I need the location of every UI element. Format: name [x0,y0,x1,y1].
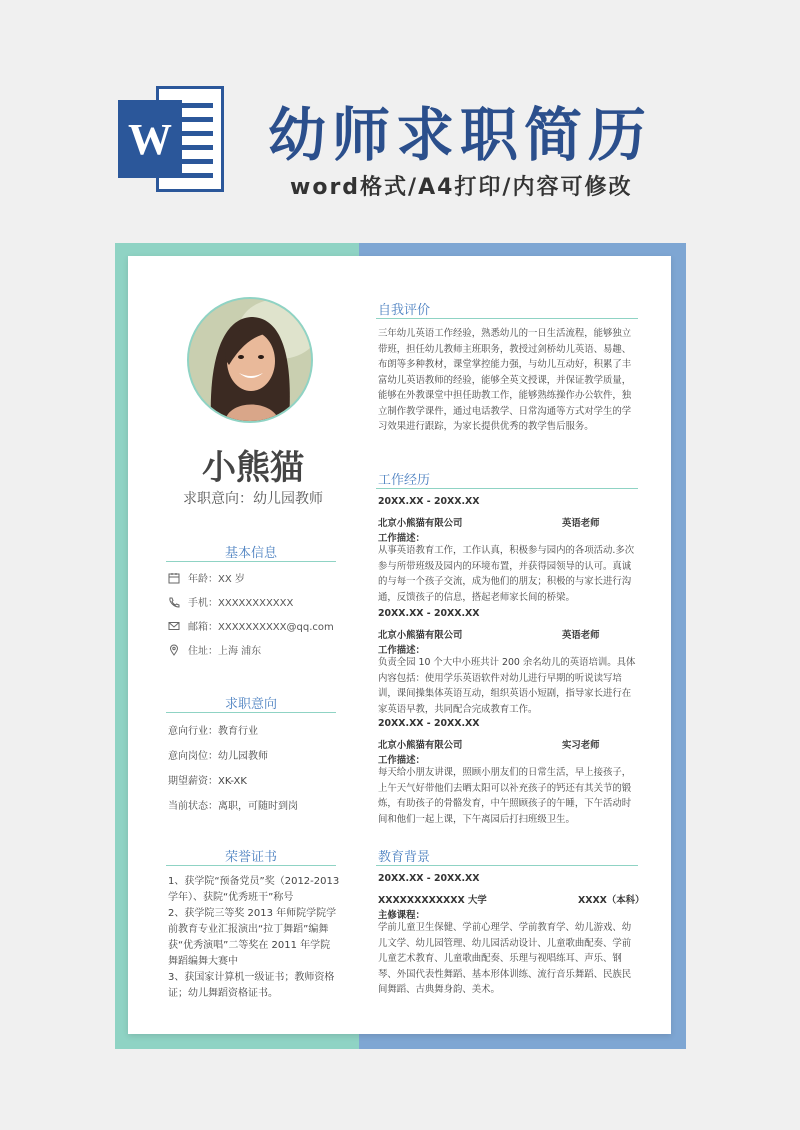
job-intent-title: 求职意向 [224,697,277,712]
word-icon [118,86,224,192]
job-2-role: 英语老师 [562,630,600,641]
job-3-role: 实习老师 [562,740,600,751]
job-1-period: 20XX.XX - 20XX.XX [378,496,480,507]
location-icon [168,644,180,656]
job-3-company: 北京小熊猫有限公司 [378,740,463,751]
info-email-text: 邮箱：XXXXXXXXXX@qq.com [188,622,334,633]
phone-icon [168,596,180,608]
honors-title: 荣誉证书 [224,850,277,865]
job-intent-divider [166,712,336,713]
education-title: 教育背景 [378,850,431,865]
calendar-icon [168,572,180,584]
honors-text: 1、获学院“预备党员”奖（2012-2013学年）、获院“优秀班干”称号 2、获学院三等奖 2013 年师院学院学前教育专业汇报演出“拉丁舞蹈”编舞获“优秀演唱”二等奖在 2011 年学院舞蹈编舞大赛中 3、获国家计算机一级证书；教师资格证；幼儿舞蹈资格证书。 [168,876,340,999]
self-eval-divider [376,318,638,319]
candidate-name: 小熊猫 [202,448,304,488]
job-1-desc: 从事英语教育工作，工作认真，积极参与园内的各项活动.多次参与所带班级及园内的环境布置，并获得园领导的认可。真诚的与每一个孩子交流，成为他们的朋友；积极的与家长进行沟通，反馈孩子的信息，搭起老师家长间的桥梁。 [378,545,635,603]
basic-info-title: 基本信息 [224,546,277,561]
info-row-age [168,570,245,585]
job-3-desc-label: 工作描述： [378,755,425,766]
edu-degree: XXXX（本科） [578,895,645,906]
edu-course-label: 主修课程： [378,910,425,921]
edu-period: 20XX.XX - 20XX.XX [378,873,480,884]
info-row-email [168,618,334,633]
intent-industry: 意向行业：教育行业 [168,726,258,737]
info-address-text: 住址：上海 浦东 [188,646,262,657]
job-1-role: 英语老师 [562,518,600,529]
job-3-desc: 每天给小朋友讲课，照顾小朋友们的日常生活，早上接孩子，上午天气好带他们去晒太阳可以补充孩子的钙还有其关节的锻炼，有助孩子的骨骼发育，中午照顾孩子的午睡，下午活动时间和他们一起上课，下午离园后打扫班级卫生。 [378,767,632,825]
job-2-desc-label: 工作描述： [378,645,425,656]
intent-salary: 期望薪资：XK-XK [168,776,247,787]
honors-divider [166,865,336,866]
self-eval-title: 自我评价 [378,303,431,318]
info-phone-text: 手机：XXXXXXXXXXX [188,598,294,609]
info-row-phone [168,594,293,609]
job-2-desc: 负责全园 10 个大中小班共计 200 余名幼儿的英语培训。具体内容包括：使用学乐英语软件对幼儿进行早期的听说读写培训，课间操集体英语互动，组织英语小短剧，指导家长进行在家英语早教，共同配合完成教育工作。 [378,657,636,715]
job-3-period: 20XX.XX - 20XX.XX [378,718,480,729]
word-letter: W [118,100,182,178]
job-1-company: 北京小熊猫有限公司 [378,518,463,529]
job-2-period: 20XX.XX - 20XX.XX [378,608,480,619]
self-eval-text: 三年幼儿英语工作经验，熟悉幼儿的一日生活流程，能够独立带班，担任幼儿教师主班职务，教授过剑桥幼儿英语、易趣、布朗等多种教材，课堂掌控能力强，与幼儿互动好，积累了丰富幼儿英语教师的经验，能够全英文授课，并保证教学质量，能够在外教课堂中担任助教工作，能够熟练操作办公软件，独立制作教学课件，通过电话教学、日常沟通等方式对学生的学习效果进行跟踪，为家长提供优秀的教学售后服务。 [378,328,632,432]
work-title: 工作经历 [378,473,431,488]
avatar [187,297,313,423]
job-1-desc-label: 工作描述： [378,533,425,544]
info-row-address [168,642,261,657]
page-subtitle: word格式/A4打印/内容可修改 [290,175,633,200]
basic-info-divider [166,561,336,562]
candidate-intent: 求职意向：幼儿园教师 [183,491,323,507]
edu-courses: 学前儿童卫生保健、学前心理学、学前教育学、幼儿游戏、幼儿文学、幼儿园管理、幼儿园活动设计、儿童歌曲配奏、学前儿童艺术教育、儿童歌曲配奏、乐理与视唱练耳、声乐、钢琴、外国代表性舞蹈、基本形体训练、流行音乐舞蹈、民族民间舞蹈、古典舞身韵、美术。 [378,922,632,995]
info-age-text: 年龄：XX 岁 [188,574,245,585]
mail-icon [168,620,180,632]
job-2-company: 北京小熊猫有限公司 [378,630,463,641]
page-title: 幼师求职简历 [268,101,653,169]
work-divider [376,488,638,489]
intent-position: 意向岗位：幼儿园教师 [168,751,268,762]
avatar-portrait-icon [189,299,311,421]
education-divider [376,865,638,866]
edu-school: XXXXXXXXXXXX 大学 [378,895,487,906]
intent-status: 当前状态：离职，可随时到岗 [168,801,298,812]
